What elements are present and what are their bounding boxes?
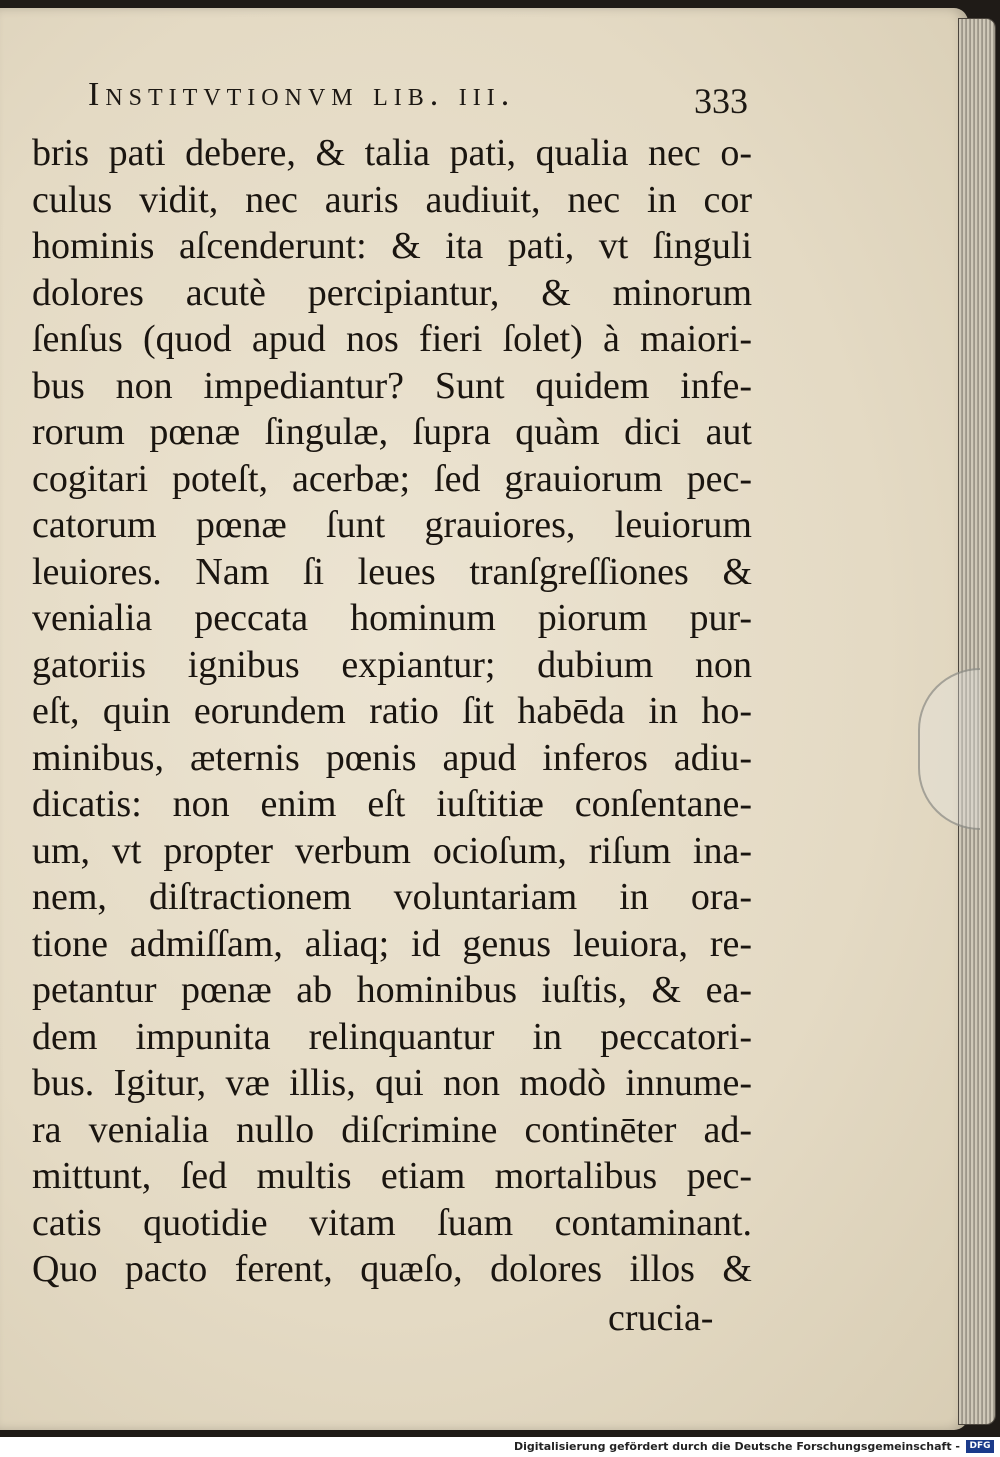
text-line: venialia peccata hominum piorum pur- [32,597,752,639]
funding-credit: Digitalisierung gefördert durch die Deutsche Forschungsgemeinschaft - [513,1440,960,1453]
text-line: dem impunita relinquantur in peccatori- [32,1015,752,1058]
body-text [32,130,752,1293]
text-line: ſenſus (quod apud nos fieri ſolet) à maiori- [32,318,752,360]
text-line: leuiores. Nam ſi leues tranſgreſſiones & [32,550,752,593]
running-title: Institvtionvm lib. iii. [88,76,516,113]
text-line: mittunt, ſed multis etiam mortalibus pec- [32,1155,752,1197]
text-line: cogitari poteſt, acerbæ; ſed grauiorum pec- [32,457,752,500]
text-line: culus vidit, nec auris audiuit, nec in cor [32,178,752,221]
page-header [88,76,748,126]
page-number: 333 [694,81,748,121]
text-line: ra venialia nullo diſcrimine continēter ad- [32,1108,752,1151]
text-line: catis quotidie vitam ſuam contaminant. [32,1201,752,1244]
text-line: minibus, æternis pœnis apud inferos adiu- [32,736,752,779]
dfg-logo: DFG [966,1440,994,1453]
text-line: um, vt propter verbum ocioſum, riſum ina- [32,829,752,872]
text-line: rorum pœnæ ſingulæ, ſupra quàm dici aut [32,411,752,453]
text-line: nem, diſtractionem voluntariam in ora- [32,876,752,918]
text-line: Quo pacto ferent, quæſo, dolores illos & [32,1248,752,1290]
text-line: bus. Igitur, væ illis, qui non modò innume- [32,1062,752,1104]
text-line: bus non impediantur? Sunt quidem infe- [32,364,752,407]
text-line: tione admiſſam, aliaq; id genus leuiora, re- [32,922,752,965]
catchword: crucia- [608,1297,714,1339]
text-line: catorum pœnæ ſunt grauiores, leuiorum [32,504,752,546]
text-line: eſt, quin eorundem ratio ſit habēda in ho- [32,690,752,732]
text-line: dicatis: non enim eſt iuſtitiæ conſentane- [32,783,752,825]
text-line: bris pati debere, & talia pati, qualia nec o- [32,132,752,174]
text-line: hominis aſcenderunt: & ita pati, vt ſinguli [32,225,752,267]
text-line: gatoriis ignibus expiantur; dubium non [32,643,752,686]
text-line: dolores acutè percipiantur, & minorum [32,271,752,314]
footer-bar [0,1437,1000,1457]
text-line: petantur pœnæ ab hominibus iuſtis, & ea- [32,969,752,1011]
